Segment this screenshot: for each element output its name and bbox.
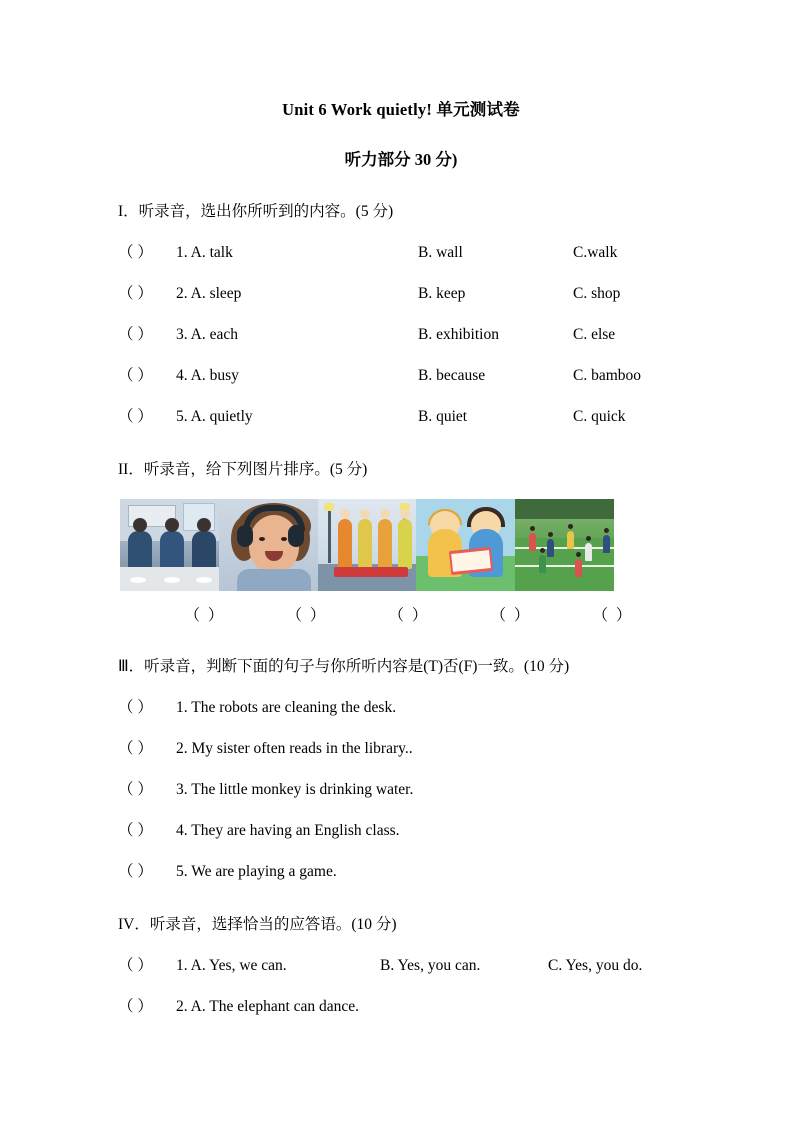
picture-answer-slot[interactable]: （ ） xyxy=(388,607,430,625)
option-c: C. quick xyxy=(573,407,626,425)
question-item xyxy=(118,243,684,264)
question-item xyxy=(118,997,684,1018)
section-heading-4: IV．听录音，选择恰当的应答语。(10 分) xyxy=(118,915,397,933)
document-content xyxy=(118,96,684,1018)
option-b: B. wall xyxy=(418,244,463,262)
question-text: 1. The robots are cleaning the desk. xyxy=(176,699,397,717)
option-a: 2. A. The elephant can dance. xyxy=(176,998,360,1016)
picture-answer-slot[interactable]: （ ） xyxy=(490,607,532,625)
option-c: C. bamboo xyxy=(573,367,642,385)
picture-strip xyxy=(120,499,614,591)
picture-answer-slot[interactable]: （ ） xyxy=(592,607,634,625)
question-item xyxy=(118,956,684,977)
answer-paren[interactable]: （ ） xyxy=(118,285,153,303)
answer-paren[interactable]: （ ） xyxy=(118,957,153,975)
option-c: C.walk xyxy=(573,244,618,262)
answer-paren[interactable]: （ ） xyxy=(118,244,153,262)
picture-answer-row xyxy=(154,603,664,625)
option-c: C. shop xyxy=(573,285,621,303)
option-a: 2. A. sleep xyxy=(176,285,242,303)
option-b: B. keep xyxy=(418,285,466,303)
answer-paren[interactable]: （ ） xyxy=(118,781,153,799)
option-c: C. Yes, you do. xyxy=(548,957,643,975)
picture-answer-slot[interactable]: （ ） xyxy=(286,607,328,625)
answer-paren[interactable]: （ ） xyxy=(118,740,153,758)
question-item xyxy=(118,284,684,305)
answer-paren[interactable]: （ ） xyxy=(118,699,153,717)
option-b: B. exhibition xyxy=(418,326,499,344)
picture-girl-with-headphones xyxy=(219,499,318,591)
page-subtitle: 听力部分 30 分) xyxy=(344,150,458,169)
section-heading-3: Ⅲ．听录音，判断下面的句子与你所听内容是(T)否(F)一致。(10 分) xyxy=(118,658,570,676)
question-item xyxy=(118,821,684,842)
answer-paren[interactable]: （ ） xyxy=(118,367,153,385)
question-item xyxy=(118,862,684,883)
answer-paren[interactable]: （ ） xyxy=(118,863,153,881)
question-text: 2. My sister often reads in the library.. xyxy=(176,740,413,758)
option-c: C. else xyxy=(573,326,616,344)
question-text: 5. We are playing a game. xyxy=(176,863,337,881)
question-item xyxy=(118,325,684,346)
option-b: B. because xyxy=(418,367,486,385)
answer-paren[interactable]: （ ） xyxy=(118,407,153,425)
question-item xyxy=(118,780,684,801)
option-a: 1. A. Yes, we can. xyxy=(176,957,287,975)
question-item xyxy=(118,366,684,387)
section-heading-2: II．听录音，给下列图片排序。(5 分) xyxy=(118,460,368,478)
option-b: B. quiet xyxy=(418,407,468,425)
option-a: 4. A. busy xyxy=(176,367,239,385)
picture-two-cartoon-kids-reading-book xyxy=(416,499,515,591)
picture-answer-slot[interactable]: （ ） xyxy=(184,607,226,625)
question-item xyxy=(118,698,684,719)
page-title: Unit 6 Work quietly! 单元测试卷 xyxy=(282,100,520,119)
answer-paren[interactable]: （ ） xyxy=(118,326,153,344)
question-text: 4. They are having an English class. xyxy=(176,822,400,840)
option-b: B. Yes, you can. xyxy=(380,957,481,975)
answer-paren[interactable]: （ ） xyxy=(118,998,153,1016)
answer-paren[interactable]: （ ） xyxy=(118,822,153,840)
picture-children-playing-on-sports-field xyxy=(515,499,614,591)
picture-cartoon-characters-on-street xyxy=(318,499,417,591)
question-item xyxy=(118,739,684,760)
option-a: 3. A. each xyxy=(176,326,238,344)
picture-students-eating-in-classroom xyxy=(120,499,219,591)
section-heading-1: I．听录音，选出你所听到的内容。(5 分) xyxy=(118,203,394,220)
question-item xyxy=(118,407,684,428)
option-a: 1. A. talk xyxy=(176,244,233,262)
question-text: 3. The little monkey is drinking water. xyxy=(176,781,414,799)
option-a: 5. A. quietly xyxy=(176,407,253,425)
